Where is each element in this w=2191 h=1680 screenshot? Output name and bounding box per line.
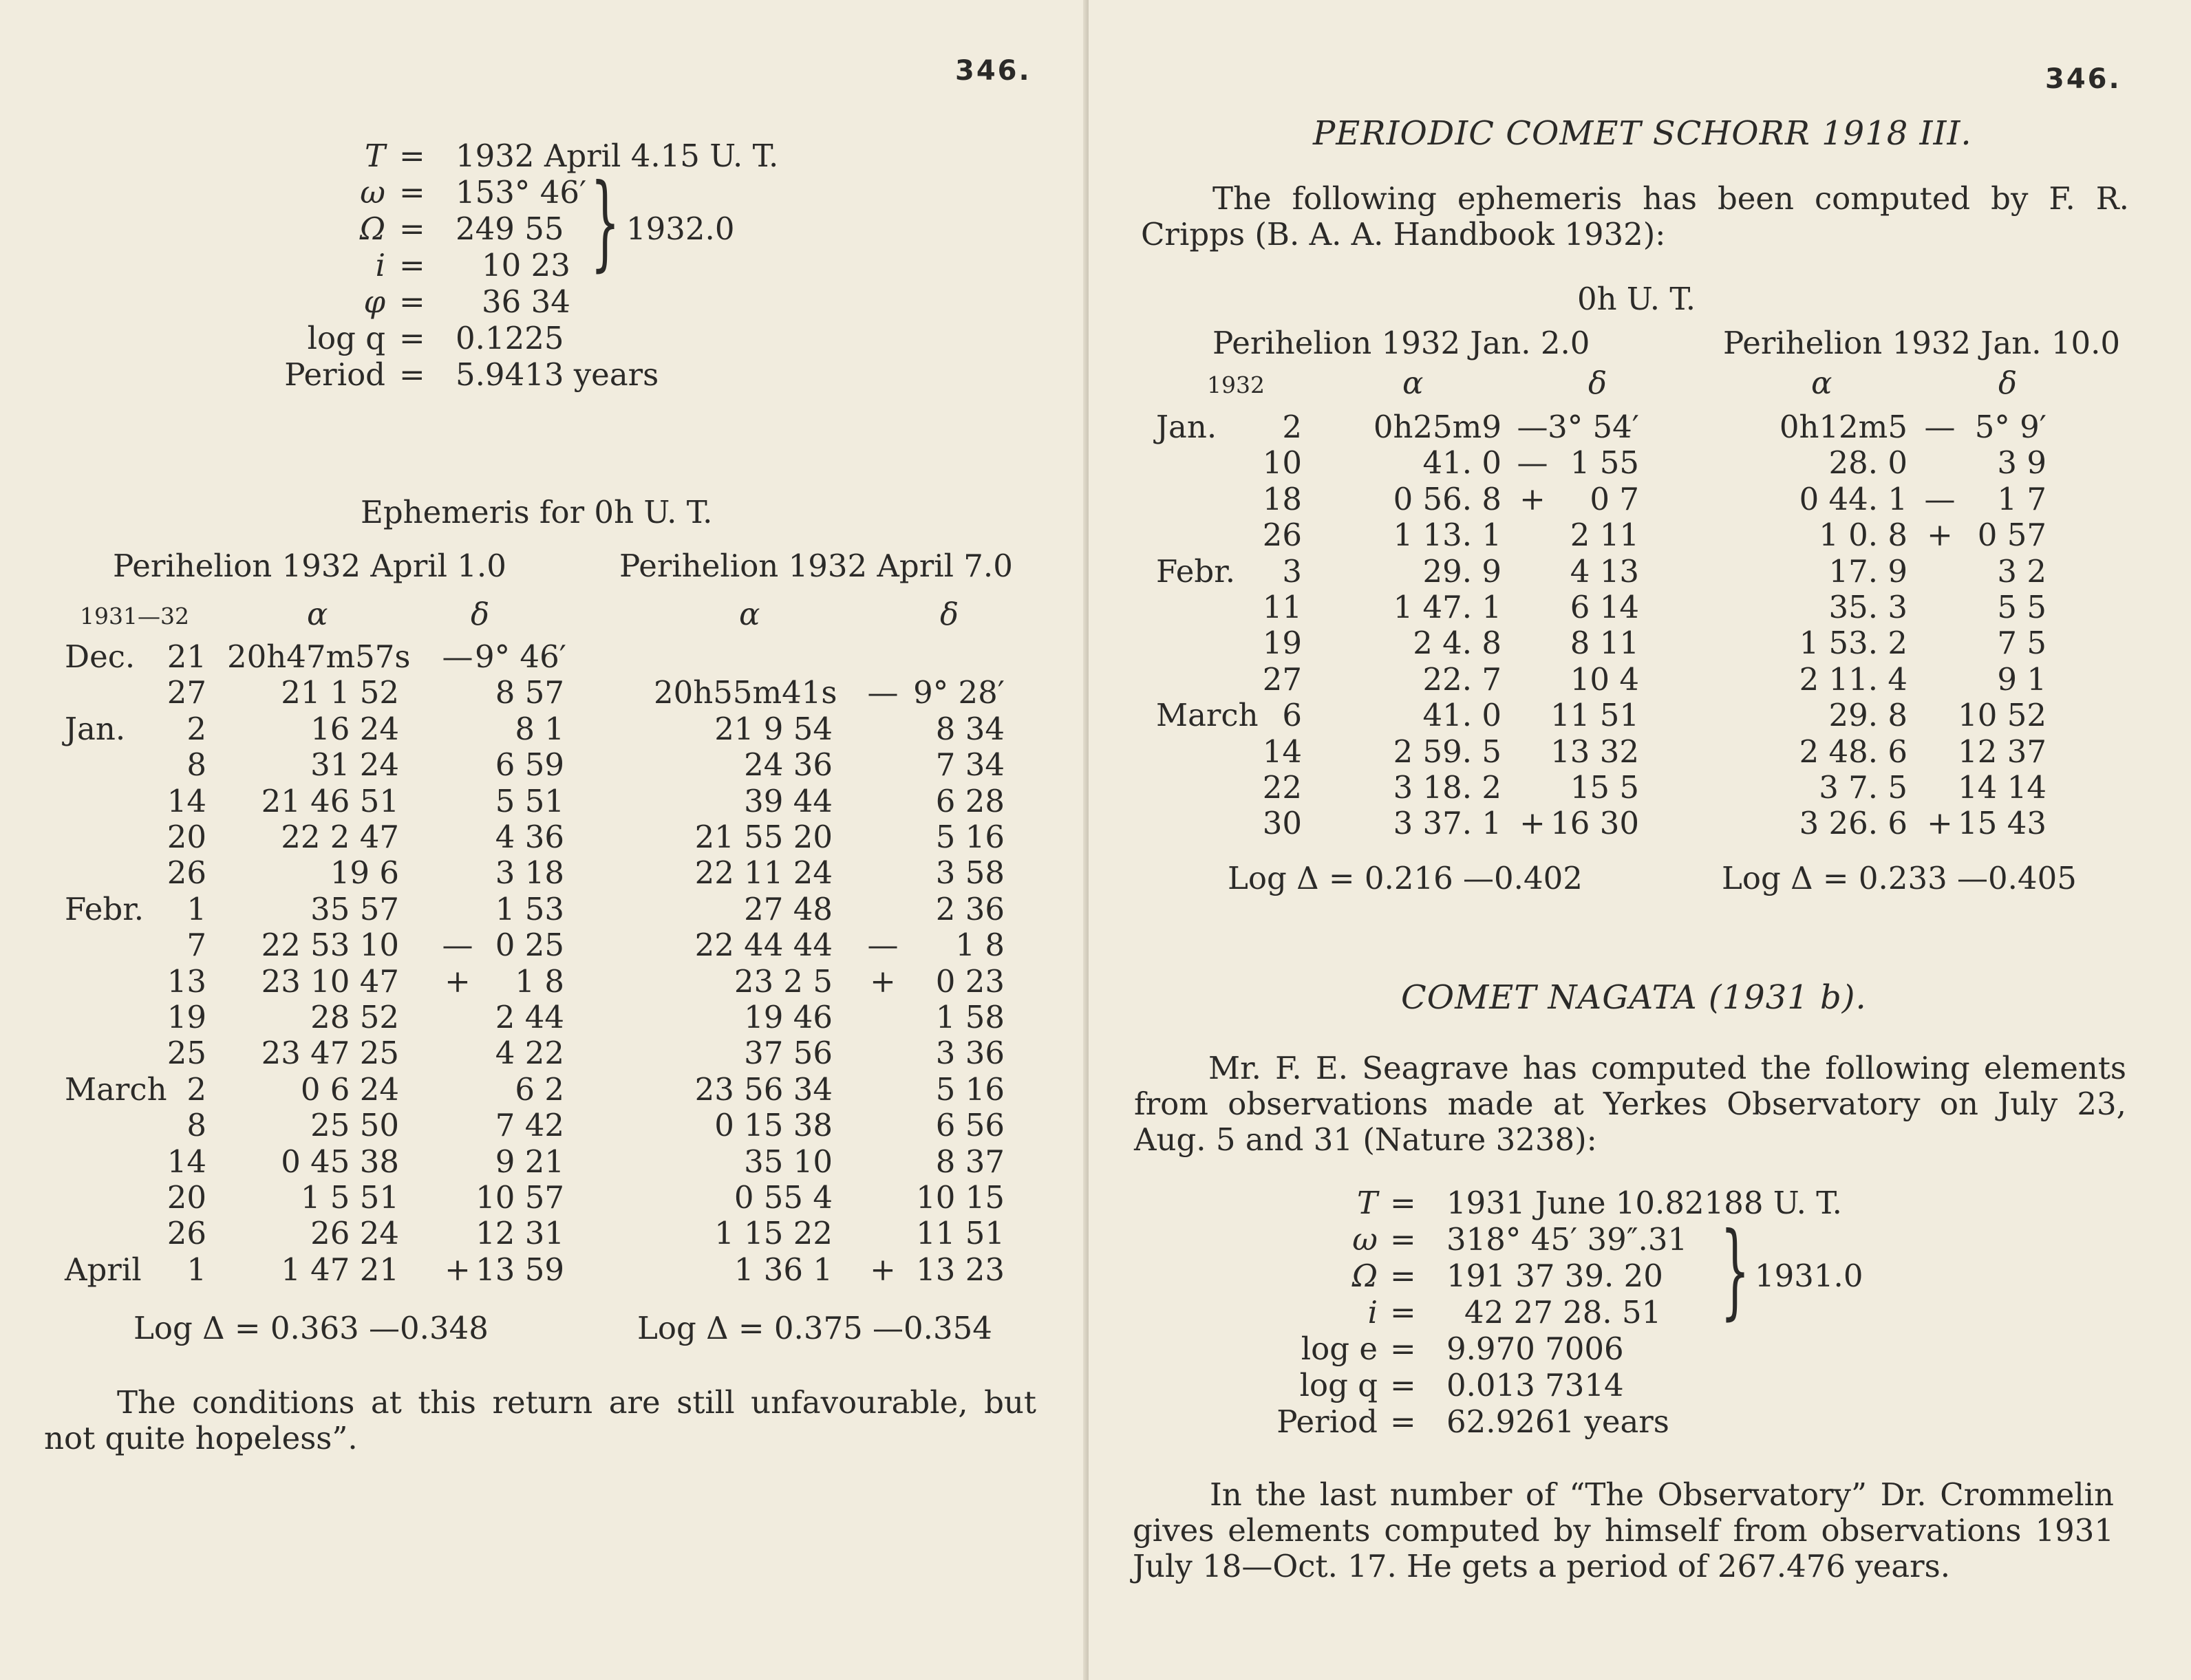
cell-d: 6 (1282, 697, 1302, 734)
cell-a1: 41. 0 (1422, 697, 1501, 734)
cell-a1: 23 10 47 (261, 962, 399, 1000)
cell-d: 10 (1262, 444, 1302, 482)
perihelion-b: Perihelion 1932 April 7.0 (619, 548, 1013, 584)
brace: } (590, 162, 620, 282)
element-symbol: T (1356, 1185, 1378, 1221)
cell-a1: 1 13. 1 (1393, 517, 1501, 554)
cell-a2: 1 15 22 (714, 1215, 833, 1252)
cell-a2: 3 7. 5 (1819, 769, 1907, 806)
closing-line: The conditions at this return are still unfavourable, but (117, 1384, 1036, 1421)
cell-d2: 7 5 (1997, 625, 2046, 662)
cell-d1: 2 11 (1570, 517, 1639, 554)
cell-a2: 0 44. 1 (1799, 480, 1907, 517)
cell-d1: 0 7 (1590, 480, 1639, 517)
cell-d1: 10 4 (1570, 660, 1639, 698)
cell-a1: 25 50 (310, 1107, 399, 1144)
closing-line: not quite hopeless”. (44, 1420, 358, 1456)
cell-a2: 27 48 (744, 890, 833, 927)
elements-epoch: 1932.0 (626, 211, 735, 247)
cell-a1: 16 24 (310, 710, 399, 747)
cell-d1: 6 14 (1570, 589, 1639, 625)
cell-d2: 5° 9′ (1974, 409, 2046, 445)
cell-m: April (65, 1251, 142, 1288)
cell-d1: 9° 46′ (475, 638, 566, 675)
cell-a2: 24 36 (744, 746, 833, 784)
cell-a1: 22. 7 (1422, 660, 1501, 698)
cell-d: 14 (167, 782, 206, 819)
element-symbol: ω (1352, 1221, 1378, 1258)
cell-a2: 1 36 1 (734, 1251, 833, 1288)
cell-d: 26 (167, 854, 206, 892)
cell-a2: 1 53. 2 (1799, 625, 1907, 662)
cell-a2: 37 56 (744, 1035, 833, 1072)
cell-d: 2 (1282, 409, 1302, 445)
para-line: Aug. 5 and 31 (Nature 3238): (1134, 1121, 1597, 1158)
cell-d2: 6 56 (935, 1107, 1005, 1144)
cell-m: Jan. (65, 710, 126, 747)
cell-d2: 3 9 (1997, 444, 2046, 482)
cell-d: 7 (186, 927, 206, 964)
cell-s2: — (867, 927, 899, 964)
cell-d: 26 (167, 1215, 206, 1252)
cell-d: 11 (1262, 589, 1302, 625)
element-value: 42 27 28. 51 (1464, 1294, 1662, 1331)
cell-s1: + (445, 962, 471, 1000)
cell-d1: 1 53 (495, 890, 564, 927)
cell-a2: 21 9 54 (714, 710, 833, 747)
cell-d2: 15 43 (1958, 805, 2046, 842)
cell-a1: 0h25m9 (1373, 409, 1501, 445)
cell-s1: — (1517, 444, 1548, 482)
cell-d2: 3 2 (1997, 552, 2046, 590)
cell-d2: 0 57 (1977, 517, 2046, 554)
ut-label: 0h U. T. (1577, 281, 1696, 317)
perihelion-a: Perihelion 1932 Jan. 2.0 (1212, 325, 1590, 361)
cell-a2: 35. 3 (1828, 589, 1907, 625)
cell-a2: 19 46 (744, 999, 833, 1035)
cell-d: 20 (167, 1179, 206, 1216)
cell-d: 2 (186, 710, 206, 747)
cell-d: 26 (1262, 517, 1302, 554)
cell-a2: 29. 8 (1828, 697, 1907, 734)
para-line: July 18—Oct. 17. He gets a period of 267.476 years. (1133, 1548, 1951, 1584)
cell-m: Febr. (65, 890, 145, 927)
element-value: 1932 April 4.15 U. T. (456, 138, 779, 174)
cell-a1: 3 37. 1 (1393, 805, 1501, 842)
delta-header: δ (940, 596, 959, 632)
cell-d2: 3 58 (935, 854, 1005, 892)
cell-s1: + (1519, 805, 1546, 842)
page-number: 346. (955, 55, 1032, 87)
ephemeris-title: Ephemeris for 0h U. T. (361, 494, 713, 530)
cell-d1: 3 18 (495, 854, 564, 892)
brace: } (1720, 1211, 1750, 1331)
cell-d1: 4 13 (1570, 552, 1639, 590)
element-symbol: T (364, 138, 385, 174)
para-line: gives elements computed by himself from observations 1931 (1133, 1512, 2114, 1549)
element-symbol: i (1367, 1294, 1378, 1331)
cell-d2: 2 36 (935, 890, 1005, 927)
cell-a2: 0h12m5 (1779, 409, 1907, 445)
cell-d1: 15 5 (1570, 769, 1639, 806)
alpha-header: α (739, 596, 760, 632)
element-value: 249 55 (456, 211, 564, 247)
cell-d1: 10 57 (475, 1179, 564, 1216)
cell-d1: 2 44 (495, 999, 564, 1035)
cell-d2: 10 52 (1958, 697, 2046, 734)
cell-d1: 11 51 (1550, 697, 1639, 734)
cell-d1: 1 55 (1570, 444, 1639, 482)
cell-d1: 1 8 (515, 962, 564, 1000)
cell-d1: 4 36 (495, 819, 564, 855)
cell-a1: 41. 0 (1422, 444, 1501, 482)
cell-d2: 7 34 (935, 746, 1005, 784)
cell-d2: 3 36 (935, 1035, 1005, 1072)
cell-d: 22 (1262, 769, 1302, 806)
alpha-header: α (307, 596, 328, 632)
cell-d: 19 (1262, 625, 1302, 662)
cell-d1: 8 1 (515, 710, 564, 747)
cell-s1: + (445, 1251, 471, 1288)
cell-m: Febr. (1156, 552, 1236, 590)
cell-d2: 1 8 (955, 927, 1005, 964)
cell-d: 2 (186, 1070, 206, 1108)
cell-a2: 0 15 38 (714, 1107, 833, 1144)
cell-m: March (65, 1070, 167, 1108)
cell-s2: + (1927, 805, 1953, 842)
element-symbol: Ω (359, 211, 385, 247)
cell-s2: — (867, 674, 899, 711)
cell-a1: 1 47 21 (281, 1251, 399, 1288)
cell-a2: 23 56 34 (694, 1070, 833, 1108)
element-symbol: i (375, 247, 385, 283)
cell-d1: 13 59 (475, 1251, 564, 1288)
cell-d2: 13 23 (916, 1251, 1005, 1288)
cell-d: 3 (1282, 552, 1302, 590)
cell-a1: 21 46 51 (261, 782, 399, 819)
left-page: 346. T = 1932 April 4.15 U. T. ω = 153° 46′ Ω = 249 55 i = 10 23 } 1932.0 φ = 36 34 log q = 0.1225 Period = 5.9413 years Ephemeris for 0h U. T. Perihelion 1932 April 1.0 Perihelion 1932 April 7.0 1931—32 α δ α δ Dec. 21 20h47m57s — 9° 46′ 27 21 1 52 8 57 20h55m41s — 9° 28′ Jan. 2 16 24 8 1 21 9 54 8 34 8 31 24 6 59 24 36 7 34 14 21 46 51 5 51 39 44 6 28 20 22 2 47 4 36 21 55 20 5 16 26 19 6 3 18 22 11 24 3 58 Febr. 1 35 57 1 53 27 48 2 36 7 22 53 10 — 0 25 22 44 44 — 1 8 13 23 10 47 + 1 8 23 2 5 + 0 23 19 28 52 2 44 19 46 1 58 25 23 47 25 4 22 37 56 3 36 March 2 0 6 24 6 2 23 56 34 5 16 8 25 50 7 42 0 15 38 6 56 14 0 45 38 9 21 35 10 8 37 20 1 5 51 10 57 0 55 4 10 15 26 26 24 12 31 1 15 22 11 51 April 1 1 47 21 + 13 59 1 36 1 + 13 23 Log Δ = 0.363 —0.348 Log Δ = 0.375 —0.354 The conditions at this return are still unfavourable, but not quite hopeless”. (0, 0, 1087, 1680)
delta-header: δ (1588, 365, 1607, 401)
year-label: 1931—32 (80, 603, 189, 629)
element-value: 36 34 (482, 283, 570, 320)
cell-d: 20 (167, 819, 206, 855)
element-value: 1931 June 10.82188 U. T. (1446, 1185, 1842, 1221)
cell-a1: 22 53 10 (261, 927, 399, 964)
element-symbol: log q (1299, 1367, 1378, 1403)
element-value: 5.9413 years (456, 356, 659, 393)
cell-a1: 1 47. 1 (1393, 589, 1501, 625)
intro-line: Cripps (B. A. A. Handbook 1932): (1141, 216, 1666, 252)
element-value: 62.9261 years (1446, 1403, 1669, 1440)
cell-d: 14 (167, 1143, 206, 1180)
element-symbol: Period (1276, 1403, 1378, 1440)
cell-d: 25 (167, 1035, 206, 1072)
cell-a1: 3 18. 2 (1393, 769, 1501, 806)
alpha-header: α (1402, 365, 1424, 401)
cell-d2: 14 14 (1958, 769, 2046, 806)
cell-d2: 11 51 (916, 1215, 1005, 1252)
cell-d: 13 (167, 962, 206, 1000)
cell-a1: 22 2 47 (281, 819, 399, 855)
element-symbol: log e (1301, 1331, 1378, 1367)
cell-a2: 21 55 20 (694, 819, 833, 855)
cell-d: 14 (1262, 733, 1302, 770)
cell-d1: 0 25 (495, 927, 564, 964)
elements-epoch: 1931.0 (1755, 1258, 1863, 1294)
para-line: In the last number of “The Observatory” Dr. Crommelin (1210, 1476, 2114, 1513)
cell-a1: 1 5 51 (300, 1179, 399, 1216)
cell-a1: 23 47 25 (261, 1035, 399, 1072)
cell-a1: 21 1 52 (281, 674, 399, 711)
cell-d2: 8 37 (935, 1143, 1005, 1180)
cell-m: Dec. (65, 638, 136, 675)
cell-s1: — (442, 927, 473, 964)
page-number: 346. (2045, 63, 2121, 95)
cell-a1: 0 6 24 (300, 1070, 399, 1108)
para-line: from observations made at Yerkes Observatory on July 23, (1134, 1086, 2126, 1122)
year-label: 1932 (1207, 371, 1265, 398)
log-delta-b: Log Δ = 0.233 —0.405 (1722, 860, 2077, 896)
cell-d2: 1 7 (1997, 480, 2046, 517)
cell-d1: 16 30 (1550, 805, 1639, 842)
cell-d1: 9 21 (495, 1143, 564, 1180)
cell-a2: 1 0. 8 (1819, 517, 1907, 554)
cell-s2: + (870, 1251, 896, 1288)
cell-a2: 3 26. 6 (1799, 805, 1907, 842)
cell-d2: 5 16 (935, 1070, 1005, 1108)
log-delta-a: Log Δ = 0.363 —0.348 (133, 1310, 489, 1346)
cell-s2: + (1927, 517, 1953, 554)
cell-d2: 5 16 (935, 819, 1005, 855)
delta-header: δ (471, 596, 490, 632)
cell-d2: 10 15 (916, 1179, 1005, 1216)
cell-s2: — (1924, 409, 1956, 445)
cell-m: March (1156, 697, 1259, 734)
cell-a1: 20h47m57s (227, 638, 411, 675)
section-title: PERIODIC COMET SCHORR 1918 III. (1313, 114, 1972, 153)
cell-a2: 22 44 44 (694, 927, 833, 964)
cell-d: 8 (186, 1107, 206, 1144)
cell-d: 1 (186, 890, 206, 927)
cell-d1: 6 2 (515, 1070, 564, 1108)
cell-d1: 12 31 (475, 1215, 564, 1252)
cell-m: Jan. (1156, 409, 1217, 445)
log-delta-b: Log Δ = 0.375 —0.354 (637, 1310, 992, 1346)
cell-d2: 1 58 (935, 999, 1005, 1035)
cell-a2: 35 10 (744, 1143, 833, 1180)
cell-d: 27 (1262, 660, 1302, 698)
element-symbol: log q (307, 320, 385, 356)
cell-a1: 28 52 (310, 999, 399, 1035)
element-value: 0.013 7314 (1446, 1367, 1624, 1403)
cell-d1: 7 42 (495, 1107, 564, 1144)
element-symbol: Period (284, 356, 385, 393)
element-symbol: ω (360, 174, 385, 211)
cell-a1: 19 6 (330, 854, 399, 892)
cell-s2: — (1924, 480, 1956, 517)
cell-d2: 0 23 (935, 962, 1005, 1000)
element-value: 9.970 7006 (1446, 1331, 1624, 1367)
cell-a2: 0 55 4 (734, 1179, 833, 1216)
cell-d1: 8 11 (1570, 625, 1639, 662)
cell-d2: 12 37 (1958, 733, 2046, 770)
cell-a1: 0 45 38 (281, 1143, 399, 1180)
cell-a1: 29. 9 (1422, 552, 1501, 590)
cell-d2: 8 34 (935, 710, 1005, 747)
element-value: 318° 45′ 39″.31 (1446, 1221, 1688, 1258)
cell-d: 1 (186, 1251, 206, 1288)
log-delta-a: Log Δ = 0.216 —0.402 (1228, 860, 1583, 896)
cell-d2: 5 5 (1997, 589, 2046, 625)
cell-d1: 5 51 (495, 782, 564, 819)
cell-a2: 2 11. 4 (1799, 660, 1907, 698)
element-symbol: φ (363, 283, 385, 320)
cell-a1: 2 59. 5 (1393, 733, 1501, 770)
cell-s2: + (870, 962, 896, 1000)
cell-d: 8 (186, 746, 206, 784)
alpha-header: α (1811, 365, 1832, 401)
cell-a2: 39 44 (744, 782, 833, 819)
cell-a1: 31 24 (310, 746, 399, 784)
cell-d1: 6 59 (495, 746, 564, 784)
cell-a2: 20h55m41s (654, 674, 837, 711)
cell-a2: 28. 0 (1828, 444, 1907, 482)
cell-d2: 6 28 (935, 782, 1005, 819)
cell-a2: 22 11 24 (694, 854, 833, 892)
element-value: 0.1225 (456, 320, 564, 356)
cell-d: 27 (167, 674, 206, 711)
cell-d: 30 (1262, 805, 1302, 842)
element-value: 153° 46′ (456, 174, 587, 211)
section-title: COMET NAGATA (1931 b). (1401, 978, 1867, 1017)
cell-a1: 26 24 (310, 1215, 399, 1252)
cell-d: 19 (167, 999, 206, 1035)
intro-line: The following ephemeris has been computed by F. R. (1212, 180, 2129, 217)
element-symbol: Ω (1351, 1258, 1378, 1294)
cell-d2: 9 1 (1997, 660, 2046, 698)
cell-a2: 23 2 5 (734, 962, 833, 1000)
cell-a2: 2 48. 6 (1799, 733, 1907, 770)
perihelion-b: Perihelion 1932 Jan. 10.0 (1723, 325, 2121, 361)
cell-a1: 2 4. 8 (1413, 625, 1501, 662)
cell-a2: 17. 9 (1828, 552, 1907, 590)
cell-a1: 0 56. 8 (1393, 480, 1501, 517)
cell-d1: 8 57 (495, 674, 564, 711)
cell-s1: — (442, 638, 473, 675)
cell-s1: + (1519, 480, 1546, 517)
cell-s1: — (1517, 409, 1548, 445)
right-page: 346. PERIODIC COMET SCHORR 1918 III. The following ephemeris has been computed by F. R. Cripps (B. A. A. Handbook 1932): 0h U. T. Perihelion 1932 Jan. 2.0 Perihelion 1932 Jan. 10.0 1932 α δ α δ Jan. 2 0h25m9 — 3° 54′ 0h12m5 — 5° 9′ 10 41. 0 — 1 55 28. 0 3 9 18 0 56. 8 + 0 7 0 44. 1 — 1 7 26 1 13. 1 2 11 1 0. 8 + 0 57 Febr. 3 29. 9 4 13 17. 9 3 2 11 1 47. 1 6 14 35. 3 5 5 19 2 4. 8 8 11 1 53. 2 7 5 27 22. 7 10 4 2 11. 4 9 1 March 6 41. 0 11 51 29. 8 10 52 14 2 59. 5 13 32 2 48. 6 12 37 22 3 18. 2 15 5 3 7. 5 14 14 30 3 37. 1 + 16 30 3 26. 6 + 15 43 Log Δ = 0.216 —0.402 Log Δ = 0.233 —0.405 COMET NAGATA (1931 b). Mr. F. E. Seagrave has computed the following elements from observations made at Yerkes Observatory on July 23, Aug. 5 and 31 (Nature 3238): T = 1931 June 10.82188 U. T. ω = 318° 45′ 39″.31 Ω = 191 37 39. 20 i = 42 27 28. 51 } 1931.0 log e = 9.970 7006 log q = 0.013 7314 Period = 62.9261 years In the last number of “The Observatory” Dr. Crommelin gives elements computed by himself from observations 1931 July 18—Oct. 17. He gets a period of 267.476 years. (1089, 0, 2191, 1680)
cell-d1: 3° 54′ (1548, 409, 1639, 445)
cell-d: 18 (1262, 480, 1302, 517)
delta-header: δ (1998, 365, 2018, 401)
cell-d1: 4 22 (495, 1035, 564, 1072)
perihelion-a: Perihelion 1932 April 1.0 (113, 548, 506, 584)
cell-d2: 9° 28′ (913, 674, 1005, 711)
cell-d1: 13 32 (1550, 733, 1639, 770)
para-line: Mr. F. E. Seagrave has computed the following elements (1208, 1050, 2126, 1086)
element-value: 10 23 (482, 247, 570, 283)
cell-d: 21 (167, 638, 206, 675)
cell-a1: 35 57 (310, 890, 399, 927)
element-value: 191 37 39. 20 (1446, 1258, 1663, 1294)
